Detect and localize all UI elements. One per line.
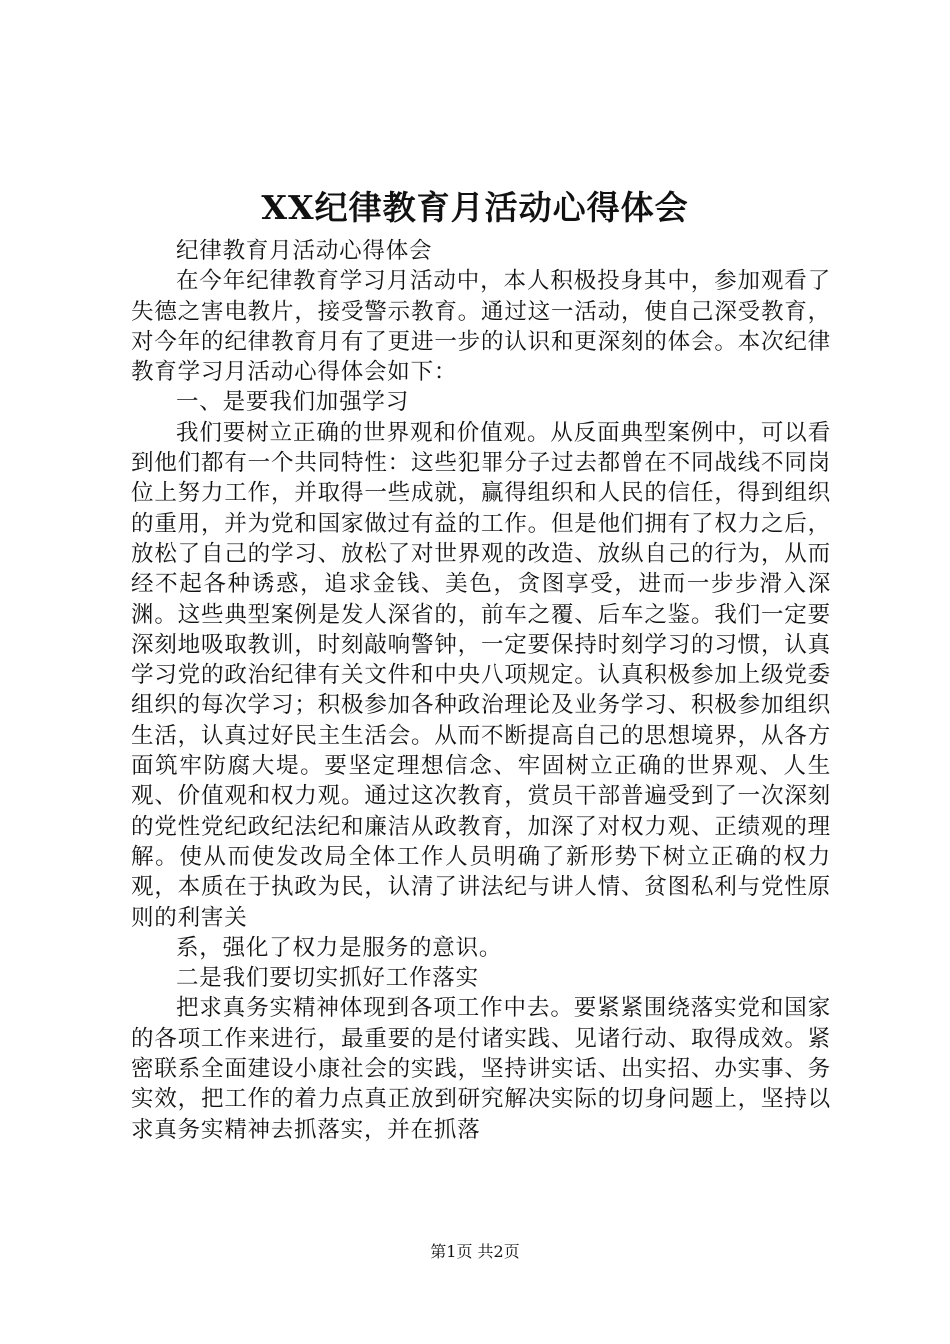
- document-body: [131, 236, 831, 1145]
- section-heading-1: 一、是要我们加强学习: [176, 389, 410, 416]
- paragraph-section-2: 把求真务实精神体现到各项工作中去。要紧紧围绕落实党和国家的各项工作来进行，最重要的是付诸实践、见诸行动、取得成效。紧密联系全面建设小康社会的实践，坚持讲实话、出实招、办实事、务实效，把工作的着力点真正放到研究解决实际的切身问题上，坚持以求真务实精神去抓落实，并在抓落: [131, 995, 831, 1143]
- document-title: XX纪律教育月活动心得体会: [261, 188, 689, 227]
- page-number-footer: 第1页 共2页: [430, 1242, 520, 1261]
- paragraph-section-1-continued: 系，强化了权力是服务的意识。: [176, 934, 503, 961]
- section-heading-2: 二是我们要切实抓好工作落实: [176, 965, 479, 992]
- paragraph-subtitle: 纪律教育月活动心得体会: [176, 238, 433, 264]
- paragraph-section-1: 我们要树立正确的世界观和价值观。从反面典型案例中，可以看到他们都有一个共同特性：这些犯罪分子过去都曾在不同战线不同岗位上努力工作，并取得一些成就，赢得组织和人民的信任，得到组织的重用，并为党和国家做过有益的工作。但是他们拥有了权力之后，放松了自己的学习、放松了对世界观的改造、放纵自己的行为，从而经不起各种诱惑，追求金钱、美色，贪图享受，进而一步步滑入深渊。这些典型案例是发人深省的，前车之覆、后车之鉴。我们一定要深刻地吸取教训，时刻敲响警钟，一定要保持时刻学习的习惯，认真学习党的政治纪律有关文件和中央八项规定。认真积极参加上级党委组织的每次学习；积极参加各种政治理论及业务学习、积极参加组织生活，认真过好民主生活会。从而不断提高自己的思想境界，从各方面筑牢防腐大堤。要坚定理想信念、牢固树立正确的世界观、人生观、价值观和权力观。通过这次教育，赏员干部普遍受到了一次深刻的党性党纪政纪法纪和廉洁从政教育，加深了对权力观、正绩观的理解。使从而使发改局全体工作人员明确了新形势下树立正确的权力观，本质在于执政为民，认清了讲法纪与讲人情、贫图私利与党性原则的利害关: [131, 419, 831, 931]
- paragraph-intro: 在今年纪律教育学习月活动中，本人积极投身其中，参加观看了失德之害电教片，接受警示教育。通过这一活动，使自己深受教育，对今年的纪律教育月有了更进一步的认识和更深刻的体会。本次纪律教育学习月活动心得体会如下：: [131, 268, 831, 386]
